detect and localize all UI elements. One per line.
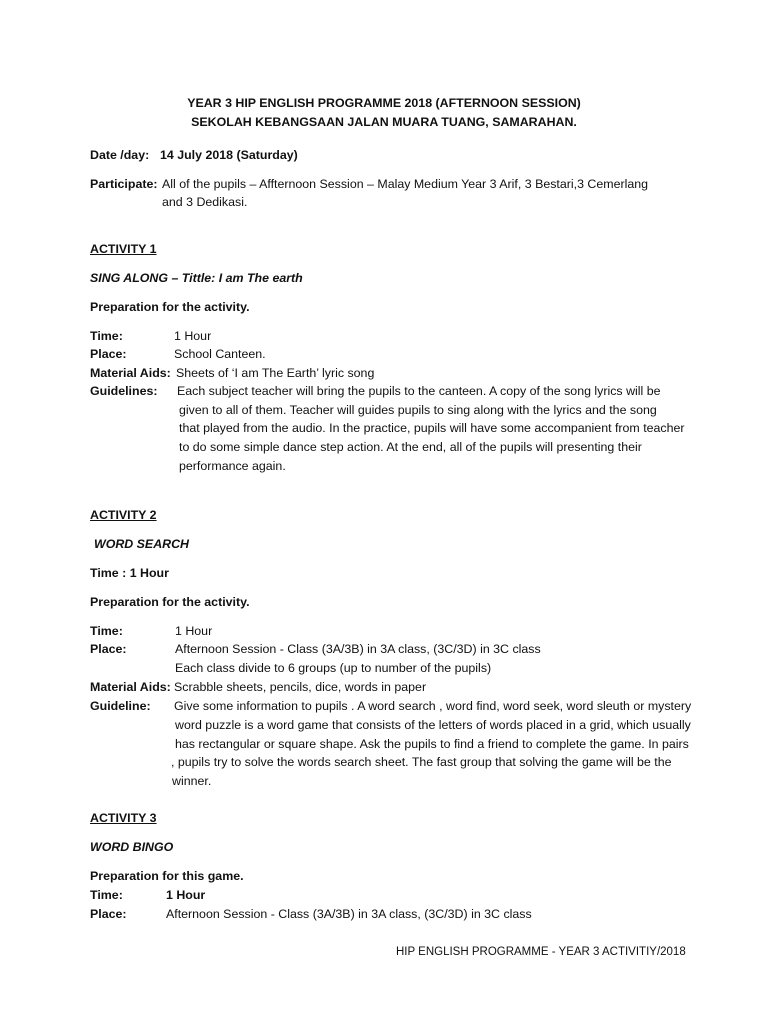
activity-2-heading: ACTIVITY 2: [90, 508, 157, 522]
activity-1-aids-value: Sheets of ‘I am The Earth’ lyric song: [176, 366, 375, 380]
activity-2-guideline-line: , pupils try to solve the words search sheet. The fast group that solving the game will be the: [171, 755, 672, 769]
activity-3-place-label: Place:: [90, 907, 127, 921]
activity-1-guideline-line: given to all of them. Teacher will guides pupils to sing along with the lyrics and the song: [179, 403, 657, 417]
activity-1-time-value: 1 Hour: [174, 329, 212, 343]
page-title: YEAR 3 HIP ENGLISH PROGRAMME 2018 (AFTERNOON SESSION): [187, 96, 581, 110]
activity-3-place-value: Afternoon Session - Class (3A/3B) in 3A class, (3C/3D) in 3C class: [166, 907, 532, 921]
activity-1-time-label: Time:: [90, 329, 123, 343]
date-value: 14 July 2018 (Saturday): [160, 148, 298, 162]
activity-2-place-line-2: Each class divide to 6 groups (up to number of the pupils): [175, 661, 492, 675]
activity-2-guideline-line: word puzzle is a word game that consists of the letters of words placed in a grid, which usually: [175, 718, 691, 732]
activity-1-guideline-line: Each subject teacher will bring the pupils to the canteen. A copy of the song lyrics will be: [177, 384, 661, 398]
activity-1-place-label: Place:: [90, 347, 127, 361]
activity-2-guideline-label: Guideline:: [90, 699, 151, 713]
school-name: SEKOLAH KEBANGSAAN JALAN MUARA TUANG, SAMARAHAN.: [191, 115, 577, 129]
activity-3-preparation: Preparation for this game.: [90, 869, 244, 883]
activity-3-time-label: Time:: [90, 888, 123, 902]
activity-1-guideline-line: performance again.: [179, 459, 286, 473]
activity-2-guideline-line: has rectangular or square shape. Ask the pupils to find a friend to complete the game. In pairs: [175, 737, 689, 751]
participate-label: Participate:: [90, 177, 158, 191]
date-label: Date /day:: [90, 148, 150, 162]
activity-2-subtitle: WORD SEARCH: [94, 537, 189, 551]
activity-1-aids-label: Material Aids:: [90, 366, 171, 380]
activity-1-preparation: Preparation for the activity.: [90, 300, 250, 314]
page-footer: HIP ENGLISH PROGRAMME - YEAR 3 ACTIVITIY/2018: [396, 946, 686, 958]
activity-3-subtitle: WORD BINGO: [90, 840, 174, 854]
activity-3-heading: ACTIVITY 3: [90, 811, 157, 825]
participate-line-2: and 3 Dedikasi.: [162, 195, 248, 209]
activity-1-guideline-line: that played from the audio. In the practice, pupils will have some accompanient from teacher: [179, 421, 685, 435]
activity-1-guideline-line: to do some simple dance step action. At the end, all of the pupils will presenting their: [179, 440, 642, 454]
activity-2-guideline-line: Give some information to pupils . A word search , word find, word seek, word sleuth or mystery: [174, 699, 692, 713]
activity-2-aids-label: Material Aids:: [90, 680, 171, 694]
activity-2-place-line-1: Afternoon Session - Class (3A/3B) in 3A class, (3C/3D) in 3C class: [175, 642, 541, 656]
activity-1-heading: ACTIVITY 1: [90, 242, 157, 256]
participate-line-1: All of the pupils – Affternoon Session – Malay Medium Year 3 Arif, 3 Bestari,3 Cemerlang: [162, 177, 649, 191]
activity-3-time-value: 1 Hour: [166, 888, 206, 902]
activity-2-place-label: Place:: [90, 642, 127, 656]
activity-2-preparation: Preparation for the activity.: [90, 595, 250, 609]
activity-1-guidelines-label: Guidelines:: [90, 384, 158, 398]
activity-2-aids-value: Scrabble sheets, pencils, dice, words in paper: [174, 680, 427, 694]
activity-1-subtitle: SING ALONG – Tittle: I am The earth: [90, 271, 303, 285]
activity-2-time-label: Time:: [90, 624, 123, 638]
activity-2-guideline-line: winner.: [172, 774, 212, 788]
activity-2-time-line: Time : 1 Hour: [90, 566, 169, 580]
activity-1-place-value: School Canteen.: [174, 347, 266, 361]
activity-2-time-value: 1 Hour: [175, 624, 213, 638]
